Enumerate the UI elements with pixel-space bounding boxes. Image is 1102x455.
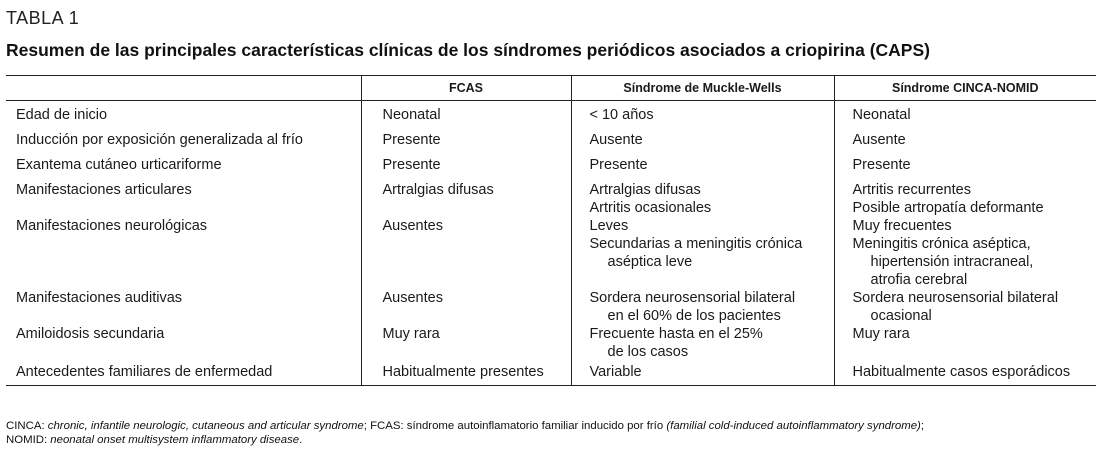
table-footnote: CINCA: chronic, infantile neurologic, cutaneous and articular syndrome; FCAS: síndrome autoinflamatorio familiar inducido por frío (familial cold-induced autoinflammatory syndrome); NOMID: neonatal onset multisystem inflammatory disease. — [6, 420, 925, 446]
cell-cinca-nomid: Artritis recurrentes Posible artropatía deformante — [834, 181, 1096, 217]
cell-cinca-nomid: Muy frecuentes Meningitis crónica aséptica, hipertensión intracraneal, atrofia cerebral — [834, 217, 1096, 289]
header-cinca-nomid: Síndrome CINCA-NOMID — [834, 76, 1096, 101]
cell-cinca-nomid: Sordera neurosensorial bilateral ocasional — [834, 289, 1096, 325]
cell-muckle-wells: Variable — [571, 361, 834, 386]
cell-fcas: Presente — [361, 156, 571, 181]
table-row — [6, 217, 1096, 289]
cell-muckle-wells: Leves Secundarias a meningitis crónica aséptica leve — [571, 217, 834, 289]
cell-cinca-nomid: Habitualmente casos esporádicos — [834, 361, 1096, 386]
cell-muckle-wells: Sordera neurosensorial bilateral en el 60% de los pacientes — [571, 289, 834, 325]
cell-cinca-nomid: Muy rara — [834, 325, 1096, 361]
row-feature: Antecedentes familiares de enfermedad — [6, 361, 361, 386]
cell-cinca-nomid: Neonatal — [834, 101, 1096, 132]
caps-table — [6, 75, 1096, 386]
cell-cinca-nomid: Ausente — [834, 131, 1096, 156]
row-feature: Edad de inicio — [16, 107, 108, 123]
table-row — [6, 156, 1096, 181]
cell-muckle-wells: < 10 años — [571, 101, 834, 132]
cell-fcas: Habitualmente presentes — [361, 361, 571, 386]
table-row — [6, 361, 1096, 386]
table-row — [6, 131, 1096, 156]
row-feature: Manifestaciones auditivas — [16, 290, 183, 306]
row-feature: Amiloidosis secundaria — [16, 326, 165, 342]
header-fcas: FCAS — [361, 76, 571, 101]
cell-fcas: Muy rara — [361, 325, 571, 361]
cell-fcas: Neonatal — [361, 101, 571, 132]
cell-muckle-wells: Frecuente hasta en el 25% de los casos — [571, 325, 834, 361]
table-row — [6, 325, 1096, 361]
header-feature — [6, 76, 361, 101]
cell-fcas: Ausentes — [361, 217, 571, 289]
cell-fcas: Presente — [361, 131, 571, 156]
cell-muckle-wells: Presente — [571, 156, 834, 181]
row-feature: Manifestaciones articulares — [16, 182, 192, 198]
header-row — [6, 76, 1096, 101]
cell-cinca-nomid: Presente — [834, 156, 1096, 181]
table-row — [6, 181, 1096, 217]
table-row — [6, 289, 1096, 325]
header-muckle-wells: Síndrome de Muckle-Wells — [571, 76, 834, 101]
table-label: TABLA 1 — [6, 8, 80, 28]
row-feature: Exantema cutáneo urticariforme — [16, 157, 222, 173]
cell-fcas: Artralgias difusas — [361, 181, 571, 217]
table-row — [6, 101, 1096, 132]
cell-muckle-wells: Artralgias difusas Artritis ocasionales — [571, 181, 834, 217]
table-title: Resumen de las principales características clínicas de los síndromes periódicos asociados a criopirina (CAPS) — [6, 40, 930, 60]
cell-muckle-wells: Ausente — [571, 131, 834, 156]
cell-fcas: Ausentes — [361, 289, 571, 325]
row-feature: Manifestaciones neurológicas — [16, 218, 208, 234]
row-feature: Inducción por exposición generalizada al frío — [16, 132, 303, 148]
